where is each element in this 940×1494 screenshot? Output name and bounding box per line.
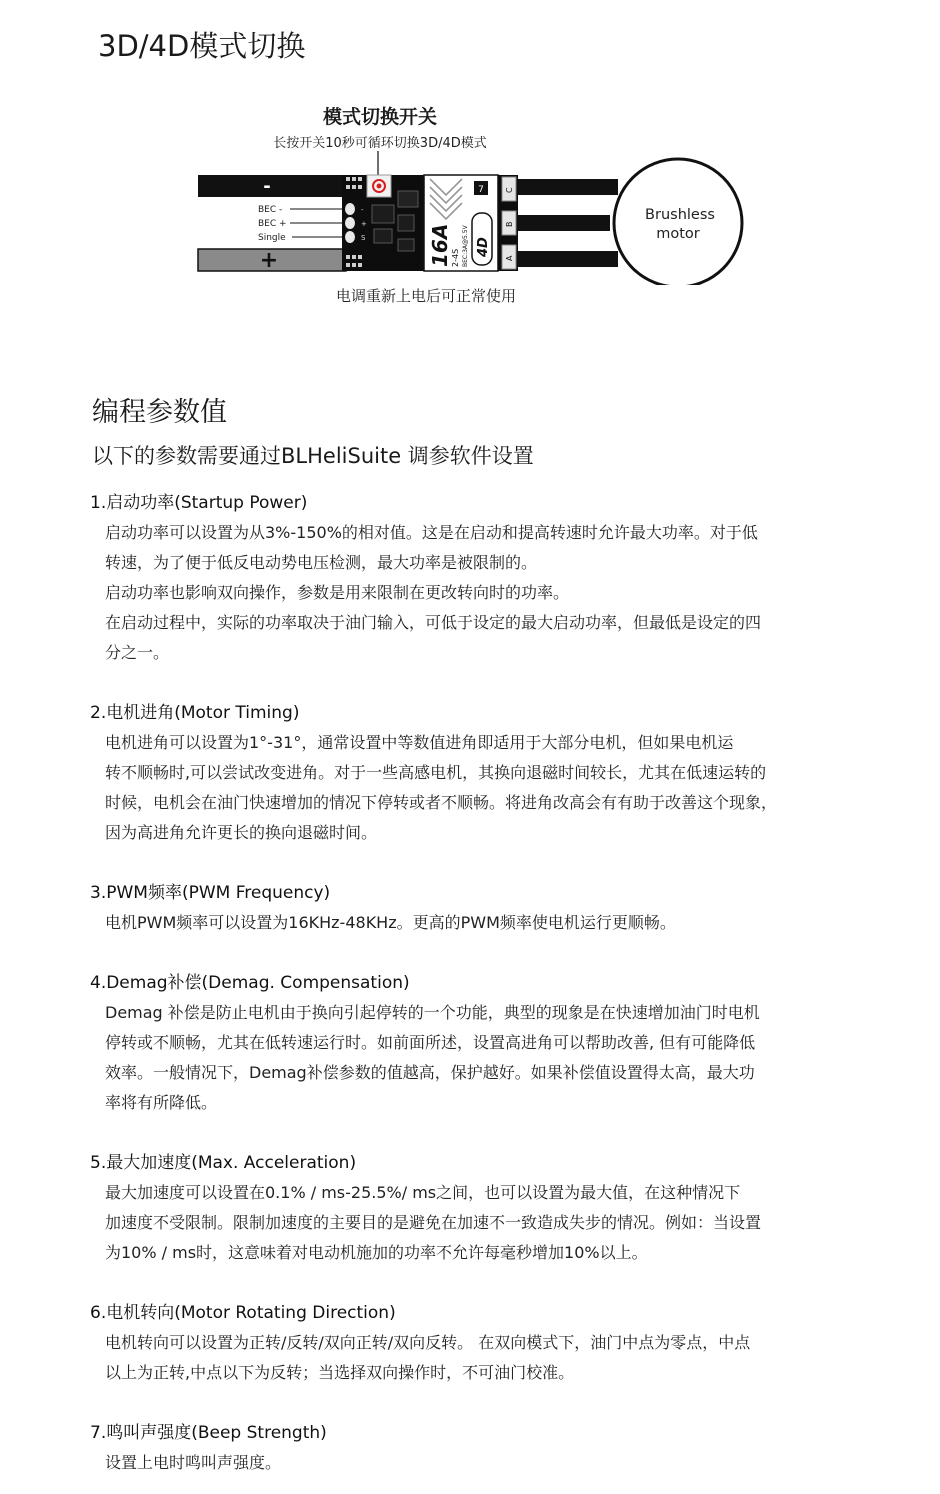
- param-startup-power: [90, 488, 870, 668]
- param-line: 率将有所降低。: [105, 1093, 218, 1112]
- esc-board-svg: [0, 95, 940, 285]
- svg-text:A: A: [505, 255, 514, 261]
- svg-text:4D: 4D: [476, 237, 491, 257]
- svg-text:7: 7: [478, 185, 484, 195]
- minus-wire-label: -: [263, 176, 271, 197]
- param-line: 最大加速度可以设置在0.1% / ms-25.5%/ ms之间，也可以设置为最大值，在这种情况下: [105, 1183, 741, 1202]
- param-line: 设置上电时鸣叫声强度。: [105, 1453, 282, 1472]
- param-line: 启动功率也影响双向操作，参数是用来限制在更改转向时的功率。: [105, 583, 570, 602]
- pin-label-single: Single: [258, 233, 286, 243]
- param-line: Demag 补偿是防止电机由于换向引起停转的一个功能，典型的现象是在快速增加油门时电机: [105, 1003, 760, 1022]
- pin-label-bec-minus: BEC -: [258, 205, 283, 215]
- svg-text:-: -: [361, 206, 364, 214]
- param-line: 停转或不顺畅，尤其在低转速运行时。如前面所述，设置高进角可以帮助改善, 但有可能降低: [105, 1033, 756, 1052]
- param-line: 在启动过程中，实际的功率取决于油门输入，可低于设定的最大启动功率，但最低是设定的四: [105, 613, 762, 632]
- board-cells-text: 2-4S: [451, 248, 460, 267]
- diagram-caption-sub: 长按开关10秒可循环切换3D/4D模式: [273, 136, 487, 151]
- board-model-text: 16A: [428, 223, 452, 267]
- param-line: 转不顺畅时,可以尝试改变进角。对于一些高感电机，其换向退磁时间较长，尤其在低速运转的: [105, 763, 767, 782]
- phase-wire-b: [518, 215, 610, 231]
- param-line: 电机进角可以设置为1°-31°，通常设置中等数值进角即适用于大部分电机，但如果电机运: [105, 733, 734, 752]
- section-heading: 编程参数值: [92, 397, 227, 428]
- param-title: 6.电机转向(Motor Rotating Direction): [90, 1303, 396, 1323]
- param-max-acceleration: [90, 1148, 870, 1268]
- param-title: 3.PWM频率(PWM Frequency): [90, 883, 331, 903]
- board-bec-text: BEC:3A@5.5V: [462, 225, 469, 267]
- page-title: 3D/4D模式切换: [98, 29, 306, 63]
- param-title: 1.启动功率(Startup Power): [90, 493, 308, 513]
- minus-wire: [198, 175, 346, 197]
- param-line: 电机转向可以设置为正转/反转/双向正转/双向反转。 在双向模式下，油门中点为零点，中点: [105, 1333, 751, 1352]
- param-motor-direction: [90, 1298, 870, 1388]
- param-demag-compensation: [90, 968, 870, 1118]
- param-line: 效率。一般情况下，Demag补偿参数的值越高，保护越好。如果补偿值设置得太高，最大功: [105, 1063, 755, 1082]
- motor-label-line1: Brushless: [645, 207, 715, 223]
- param-line: 时候，电机会在油门快速增加的情况下停转或者不顺畅。将进角改高会有有助于改善这个现象，: [105, 793, 778, 812]
- phase-wire-a: [518, 251, 618, 267]
- param-line: 分之一。: [105, 643, 170, 662]
- param-title: 2.电机进角(Motor Timing): [90, 703, 300, 723]
- svg-text:S: S: [361, 234, 366, 242]
- param-title: 7.鸣叫声强度(Beep Strength): [90, 1423, 327, 1443]
- param-beep-strength: [90, 1418, 870, 1478]
- param-line: 电机PWM频率可以设置为16KHz-48KHz。更高的PWM频率使电机运行更顺畅。: [105, 913, 676, 932]
- diagram-caption-bottom: 电调重新上电后可正常使用: [335, 287, 516, 305]
- param-motor-timing: [90, 698, 870, 848]
- param-line: 因为高进角允许更长的换向退磁时间。: [105, 823, 378, 842]
- param-line: 转速，为了便于低反电动势电压检测，最大功率是被限制的。: [105, 553, 538, 572]
- pin-label-bec-plus: BEC +: [258, 219, 287, 229]
- motor-label-line2: motor: [656, 226, 700, 242]
- plus-wire-label: +: [259, 248, 279, 273]
- param-line: 加速度不受限制。限制加速度的主要目的是避免在加速不一致造成失步的情况。例如：当设置: [105, 1213, 762, 1232]
- section-subheading: 以下的参数需要通过BLHeliSuite 调参软件设置: [92, 444, 534, 468]
- param-pwm-frequency: [90, 878, 870, 938]
- esc-wiring-diagram: [0, 95, 940, 315]
- diagram-caption-main: 模式切换开关: [322, 106, 437, 128]
- phase-wire-c: [518, 179, 618, 195]
- param-line: 以上为正转,中点以下为反转；当选择双向操作时，不可油门校准。: [105, 1363, 575, 1382]
- svg-text:C: C: [505, 187, 514, 193]
- svg-text:B: B: [505, 221, 514, 227]
- param-title: 5.最大加速度(Max. Acceleration): [90, 1153, 357, 1173]
- svg-text:+: +: [361, 220, 367, 228]
- param-line: 为10% / ms时，这意味着对电动机施加的功率不允许每毫秒增加10%以上。: [105, 1243, 648, 1262]
- param-line: 启动功率可以设置为从3%-150%的相对值。这是在启动和提高转速时允许最大功率。对于低: [105, 523, 758, 542]
- param-title: 4.Demag补偿(Demag. Compensation): [90, 973, 410, 993]
